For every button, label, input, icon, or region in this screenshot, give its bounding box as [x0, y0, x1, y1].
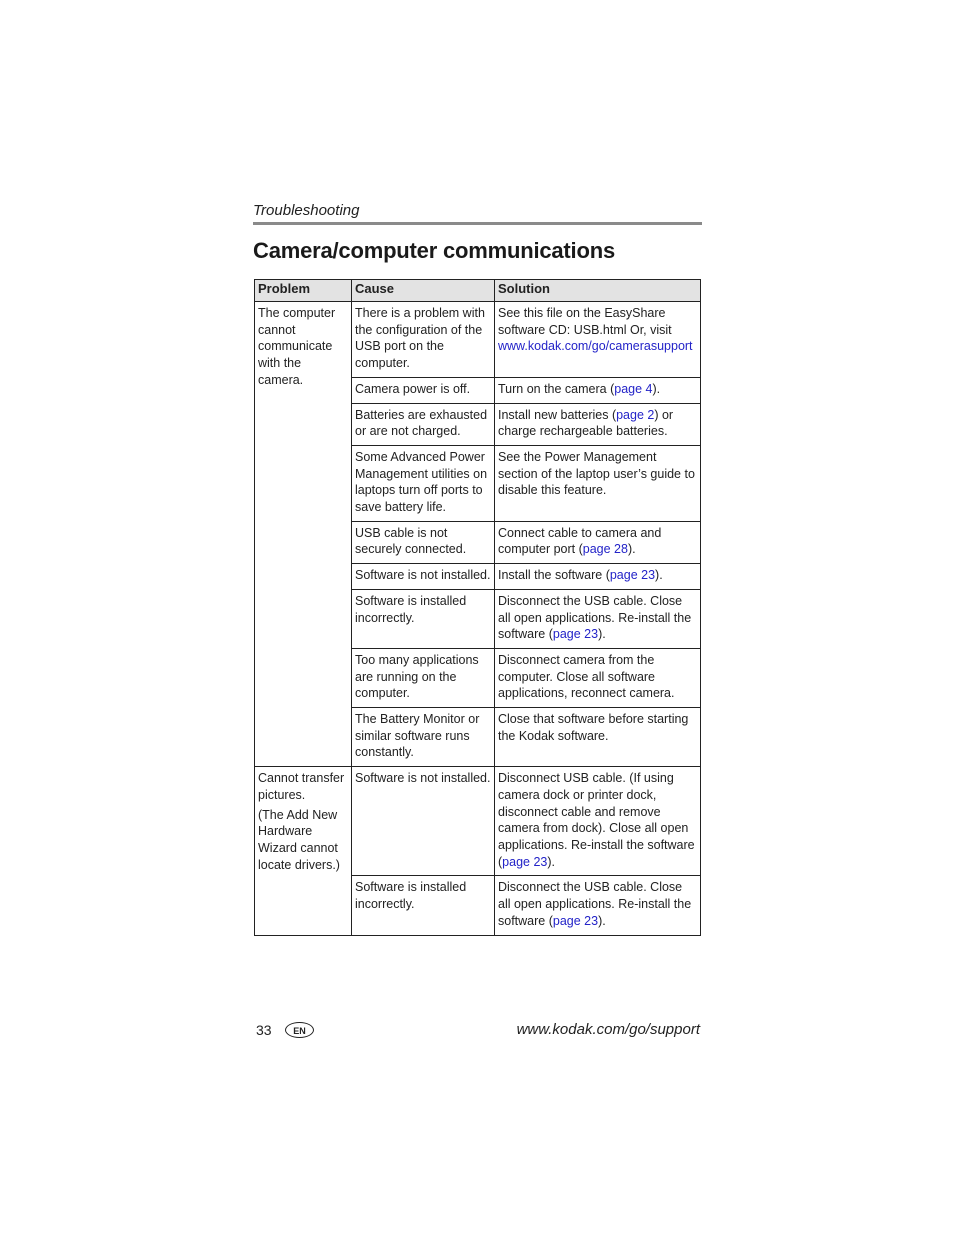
problem-cell — [255, 767, 352, 935]
solution-cell — [495, 648, 701, 707]
problem-cell — [255, 302, 352, 767]
solution-cell — [495, 403, 701, 445]
solution-text: ). — [627, 542, 636, 557]
solution-text: Connect cable to camera and computer port ( — [498, 525, 662, 557]
solution-text: ). — [598, 627, 606, 642]
table-body — [255, 302, 701, 936]
problem-text: Cannot transfer pictures. — [258, 771, 345, 802]
solution-text: ). — [547, 854, 555, 869]
footer-support-url[interactable]: www.kodak.com/go/support — [516, 1021, 700, 1038]
table-row — [255, 767, 701, 876]
solution-text: Disconnect camera from the computer. Close all software applications, reconnect camera. — [498, 652, 675, 701]
cause-cell: USB cable is not securely connected. — [352, 521, 495, 563]
troubleshooting-table — [254, 279, 701, 936]
page-number: 33 — [256, 1022, 272, 1038]
solution-cell — [495, 876, 701, 935]
solution-cell — [495, 302, 701, 378]
cause-cell: Some Advanced Power Management utilities on laptops turn off ports to save battery life. — [352, 445, 495, 521]
table-row — [255, 302, 701, 378]
cause-cell: Software is installed incorrectly. — [352, 876, 495, 935]
solution-text: Disconnect USB cable. (If using camera dock or printer dock, disconnect cable and remove camera from dock). Close all open applications. Re-install the software ( — [498, 771, 695, 869]
solution-cell — [495, 521, 701, 563]
section-label: Troubleshooting — [253, 202, 360, 219]
solution-link[interactable]: page 23 — [502, 854, 548, 869]
solution-link[interactable]: page 23 — [552, 627, 599, 642]
cause-cell: Too many applications are running on the computer. — [352, 648, 495, 707]
solution-cell — [495, 708, 701, 767]
solution-link[interactable]: page 23 — [609, 568, 656, 583]
problem-note: (The Add New Hardware Wizard cannot locate drivers.) — [258, 807, 340, 872]
solution-cell — [495, 377, 701, 403]
table-header-row — [255, 280, 701, 302]
solution-text: Install the software ( — [498, 568, 610, 583]
solution-cell — [495, 564, 701, 590]
solution-text: Disconnect the USB cable. Close all open applications. Re-install the software ( — [498, 593, 692, 642]
solution-link[interactable]: page 28 — [582, 542, 628, 557]
solution-link[interactable]: page 2 — [616, 407, 655, 422]
solution-cell — [495, 445, 701, 521]
cause-cell: Camera power is off. — [352, 377, 495, 403]
solution-text: ) or charge rechargeable batteries. — [498, 407, 674, 439]
problem-text: The computer cannot communicate with the camera. — [258, 306, 336, 387]
cause-cell: There is a problem with the configuration of the USB port on the computer. — [352, 302, 495, 378]
cause-cell: Software is not installed. — [352, 564, 495, 590]
solution-text: Turn on the camera ( — [498, 381, 615, 396]
cause-cell: The Battery Monitor or similar software runs constantly. — [352, 708, 495, 767]
language-badge: EN — [285, 1022, 314, 1038]
page-title: Camera/computer communications — [253, 238, 615, 263]
column-header-problem: Problem — [255, 280, 352, 302]
solution-text: ). — [652, 381, 661, 396]
solution-text: See this file on the EasyShare software CD: USB.html Or, visit — [498, 306, 672, 337]
solution-cell — [495, 589, 701, 648]
cause-cell: Software is not installed. — [352, 767, 495, 876]
cause-cell: Batteries are exhausted or are not charged. — [352, 403, 495, 445]
header-rule — [253, 222, 702, 225]
column-header-solution: Solution — [495, 280, 701, 302]
solution-text: ). — [655, 568, 663, 583]
solution-text: Install new batteries ( — [498, 407, 617, 422]
column-header-cause: Cause — [352, 280, 495, 302]
solution-link[interactable]: page 4 — [614, 381, 653, 396]
solution-link[interactable]: page 23 — [552, 913, 599, 928]
solution-text: ). — [598, 913, 606, 928]
solution-link[interactable]: www.kodak.com/go/camerasupport — [498, 339, 693, 354]
solution-text: Close that software before starting the Kodak software. — [498, 712, 689, 743]
solution-cell — [495, 767, 701, 876]
solution-text: Disconnect the USB cable. Close all open applications. Re-install the software ( — [498, 880, 692, 928]
cause-cell: Software is installed incorrectly. — [352, 589, 495, 648]
solution-text: See the Power Management section of the laptop user’s guide to disable this feature. — [498, 449, 695, 498]
